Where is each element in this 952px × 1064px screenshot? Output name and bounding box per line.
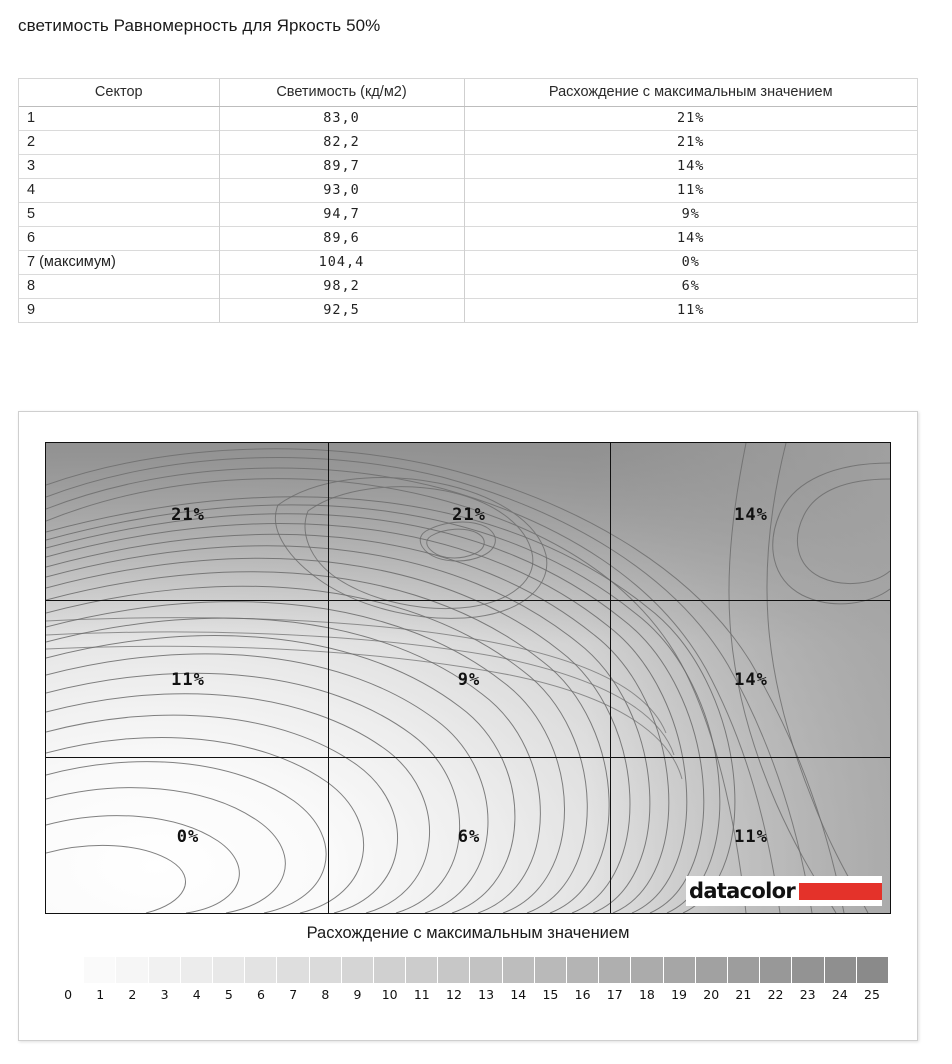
colorbar-tick: 25 [864, 987, 880, 1002]
cell-sector: 8 [19, 275, 219, 299]
colorbar-tick: 18 [638, 987, 655, 1002]
colorbar-swatch [696, 957, 728, 983]
colorbar-swatch [760, 957, 792, 983]
column-header-deviation: Расхождение с максимальным значением [464, 79, 917, 107]
table-row [19, 131, 917, 155]
colorbar-swatch [728, 957, 760, 983]
column-header-sector: Сектор [19, 79, 219, 107]
colorbar-swatch [825, 957, 857, 983]
cell-deviation: 0% [464, 251, 917, 275]
colorbar-swatch [567, 957, 599, 983]
sector-label: 9% [457, 670, 481, 690]
cell-deviation: 11% [464, 299, 917, 323]
table-row [19, 227, 917, 251]
colorbar-tick: 24 [831, 987, 848, 1002]
luminance-table-container [18, 78, 918, 323]
colorbar-title: Расхождение с максимальным значением [306, 924, 630, 942]
uniformity-heatmap [45, 442, 891, 914]
page-title: светимость Равномерность для Яркость 50% [18, 16, 381, 35]
sector-label: 0% [176, 827, 200, 847]
cell-sector: 1 [19, 107, 219, 131]
datacolor-accent-bar [799, 880, 882, 903]
colorbar-swatch [310, 957, 342, 983]
sector-label: 14% [734, 670, 768, 690]
colorbar-swatch [535, 957, 567, 983]
column-header-luminance: Светимость (кд/м2) [219, 79, 464, 107]
colorbar-scale [52, 957, 888, 983]
colorbar-swatch [438, 957, 470, 983]
cell-sector: 4 [19, 179, 219, 203]
colorbar-tick: 16 [574, 987, 591, 1002]
colorbar-tick: 12 [446, 987, 462, 1002]
colorbar-tick: 4 [192, 987, 201, 1002]
datacolor-wordmark: datacolor [689, 879, 795, 903]
colorbar-tick: 6 [257, 987, 265, 1002]
table-row [19, 179, 917, 203]
sector-label: 11% [734, 827, 768, 847]
colorbar-tick: 1 [96, 987, 105, 1002]
cell-deviation: 14% [464, 155, 917, 179]
colorbar-swatch [52, 957, 84, 983]
colorbar-swatch [792, 957, 824, 983]
cell-deviation: 9% [464, 203, 917, 227]
colorbar-tick: 19 [671, 987, 687, 1002]
colorbar-tick: 23 [799, 987, 816, 1002]
colorbar-tick: 9 [353, 987, 362, 1002]
cell-deviation: 21% [464, 131, 917, 155]
cell-luminance: 89,6 [219, 227, 464, 251]
table-row [19, 299, 917, 323]
grid-line-horizontal [46, 600, 890, 601]
cell-luminance: 93,0 [219, 179, 464, 203]
colorbar-swatch [503, 957, 535, 983]
sector-label: 21% [452, 505, 486, 525]
colorbar-tick: 14 [510, 987, 527, 1002]
colorbar-swatch [599, 957, 631, 983]
sector-label: 6% [457, 827, 481, 847]
luminance-table [19, 79, 917, 322]
colorbar-tick: 10 [381, 987, 398, 1002]
colorbar-swatch [149, 957, 181, 983]
cell-luminance: 89,7 [219, 155, 464, 179]
table-row [19, 275, 917, 299]
sector-label: 14% [734, 505, 768, 525]
colorbar-tick: 22 [767, 987, 784, 1002]
cell-deviation: 21% [464, 107, 917, 131]
cell-sector: 5 [19, 203, 219, 227]
colorbar-swatch [84, 957, 116, 983]
sector-label: 11% [171, 670, 205, 690]
colorbar-swatch [245, 957, 277, 983]
colorbar-tick: 15 [542, 987, 559, 1002]
cell-sector: 6 [19, 227, 219, 251]
colorbar-tick: 0 [64, 987, 73, 1002]
colorbar-tick: 21 [735, 987, 752, 1002]
colorbar-swatch [470, 957, 502, 983]
cell-luminance: 83,0 [219, 107, 464, 131]
colorbar-tick: 17 [606, 987, 623, 1002]
cell-sector: 7 (максимум) [19, 251, 219, 275]
cell-sector: 9 [19, 299, 219, 323]
colorbar-swatch [213, 957, 245, 983]
colorbar-tick: 5 [224, 987, 233, 1002]
colorbar-tick: 7 [289, 987, 298, 1002]
colorbar-tick: 8 [321, 987, 330, 1002]
cell-luminance: 82,2 [219, 131, 464, 155]
cell-luminance: 98,2 [219, 275, 464, 299]
colorbar-tick: 11 [413, 987, 430, 1002]
table-header-row [19, 79, 917, 107]
table-row [19, 107, 917, 131]
colorbar-swatch [857, 957, 888, 983]
cell-deviation: 6% [464, 275, 917, 299]
grid-line-horizontal [46, 757, 890, 758]
colorbar-swatch [342, 957, 374, 983]
cell-deviation: 14% [464, 227, 917, 251]
colorbar-swatch [181, 957, 213, 983]
cell-luminance: 92,5 [219, 299, 464, 323]
colorbar-swatch [406, 957, 438, 983]
colorbar-tick: 13 [478, 987, 495, 1002]
cell-luminance: 94,7 [219, 203, 464, 227]
grid-line-vertical [328, 443, 329, 913]
colorbar-swatch [116, 957, 148, 983]
cell-luminance: 104,4 [219, 251, 464, 275]
table-row [19, 155, 917, 179]
uniformity-chart-panel [18, 411, 918, 1041]
datacolor-logo [686, 876, 882, 906]
colorbar-swatch [664, 957, 696, 983]
colorbar-swatch [277, 957, 309, 983]
sector-label: 21% [171, 505, 205, 525]
grid-line-vertical [610, 443, 611, 913]
cell-sector: 3 [19, 155, 219, 179]
table-row [19, 203, 917, 227]
colorbar-tick: 3 [160, 987, 169, 1002]
colorbar-tick-labels [52, 987, 888, 1007]
cell-deviation: 11% [464, 179, 917, 203]
table-row [19, 251, 917, 275]
colorbar-swatch [631, 957, 663, 983]
colorbar-swatch [374, 957, 406, 983]
cell-sector: 2 [19, 131, 219, 155]
colorbar-tick: 20 [703, 987, 720, 1002]
colorbar-tick: 2 [128, 987, 137, 1002]
